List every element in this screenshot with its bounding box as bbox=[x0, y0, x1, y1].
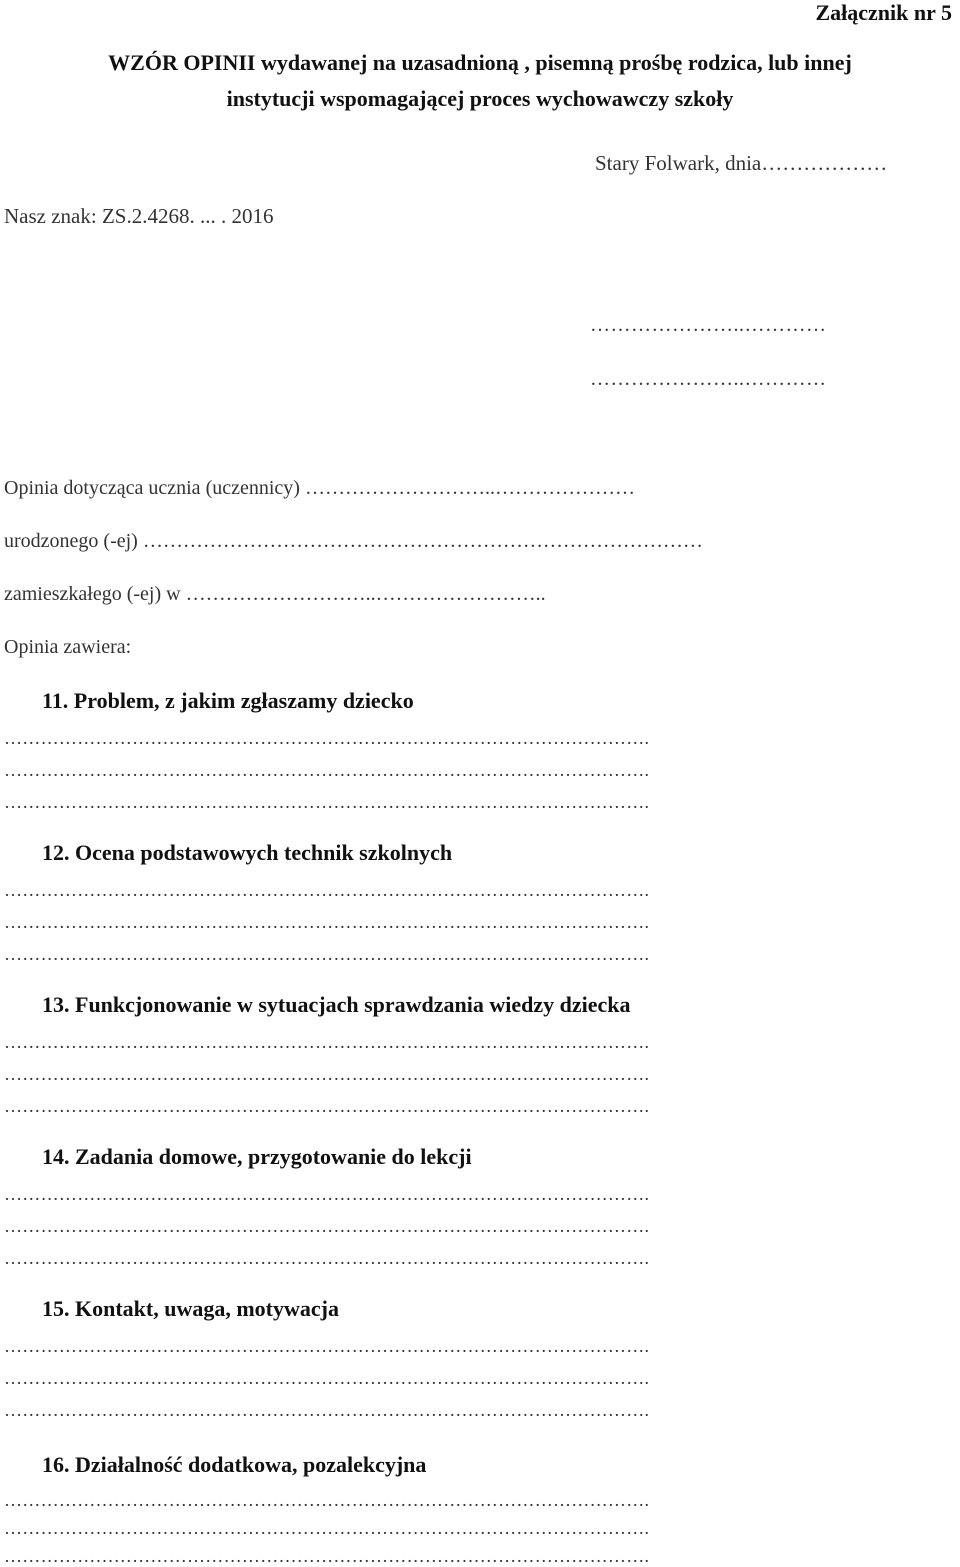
section-title: 11. Problem, z jakim zgłaszamy dziecko bbox=[42, 688, 414, 713]
section-title: 12. Ocena podstawowych technik szkolnych bbox=[42, 840, 453, 865]
answer-line: ……………………………………………………………………………………………. bbox=[4, 1490, 650, 1510]
answer-line: ……………………………………………………………………………………………. bbox=[4, 792, 650, 812]
document-title-line-1: WZÓR OPINII wydawanej na uzasadnioną , pisemną prośbę rodzica, lub innej bbox=[108, 50, 852, 75]
content-label: Opinia zawiera: bbox=[4, 636, 132, 658]
answer-line: ……………………………………………………………………………………………. bbox=[4, 912, 650, 932]
answer-line: ……………………………………………………………………………………………. bbox=[4, 1032, 650, 1052]
addressee-line-1: …………………..………… bbox=[590, 314, 827, 336]
residence-field: zamieszkałego (-ej) w ………………………..…………………….. bbox=[4, 583, 546, 605]
answer-line: ……………………………………………………………………………………………. bbox=[4, 728, 650, 748]
reference-number: Nasz znak: ZS.2.4268. ... . 2016 bbox=[4, 204, 274, 228]
section-title: 13. Funkcjonowanie w sytuacjach sprawdzania wiedzy dziecka bbox=[42, 992, 631, 1017]
answer-line: ……………………………………………………………………………………………. bbox=[4, 760, 650, 780]
answer-line: ……………………………………………………………………………………………. bbox=[4, 1368, 650, 1388]
section-title: 16. Działalność dodatkowa, pozalekcyjna bbox=[42, 1452, 427, 1477]
answer-line: ……………………………………………………………………………………………. bbox=[4, 1518, 650, 1538]
document-title-line-2: instytucji wspomagającej proces wychowawczy szkoły bbox=[226, 86, 734, 111]
student-field: Opinia dotycząca ucznia (uczennicy) ………………………..………………… bbox=[4, 477, 635, 499]
place-date-field: Stary Folwark, dnia……………… bbox=[595, 151, 888, 175]
answer-line: ……………………………………………………………………………………………. bbox=[4, 880, 650, 900]
answer-line: ……………………………………………………………………………………………. bbox=[4, 1064, 650, 1084]
answer-line: ……………………………………………………………………………………………. bbox=[4, 1216, 650, 1236]
answer-line: ……………………………………………………………………………………………. bbox=[4, 1400, 650, 1420]
section-title: 15. Kontakt, uwaga, motywacja bbox=[42, 1296, 339, 1321]
answer-line: ……………………………………………………………………………………………. bbox=[4, 1096, 650, 1116]
answer-line: ……………………………………………………………………………………………. bbox=[4, 1546, 650, 1566]
addressee-line-2: …………………..………… bbox=[590, 368, 827, 390]
answer-line: ……………………………………………………………………………………………. bbox=[4, 1336, 650, 1356]
section-title: 14. Zadania domowe, przygotowanie do lekcji bbox=[42, 1144, 472, 1169]
attachment-label: Załącznik nr 5 bbox=[815, 0, 952, 25]
answer-line: ……………………………………………………………………………………………. bbox=[4, 1248, 650, 1268]
answer-line: ……………………………………………………………………………………………. bbox=[4, 944, 650, 964]
birth-field: urodzonego (-ej) ………………………………………………………………………… bbox=[4, 530, 703, 552]
answer-line: ……………………………………………………………………………………………. bbox=[4, 1184, 650, 1204]
